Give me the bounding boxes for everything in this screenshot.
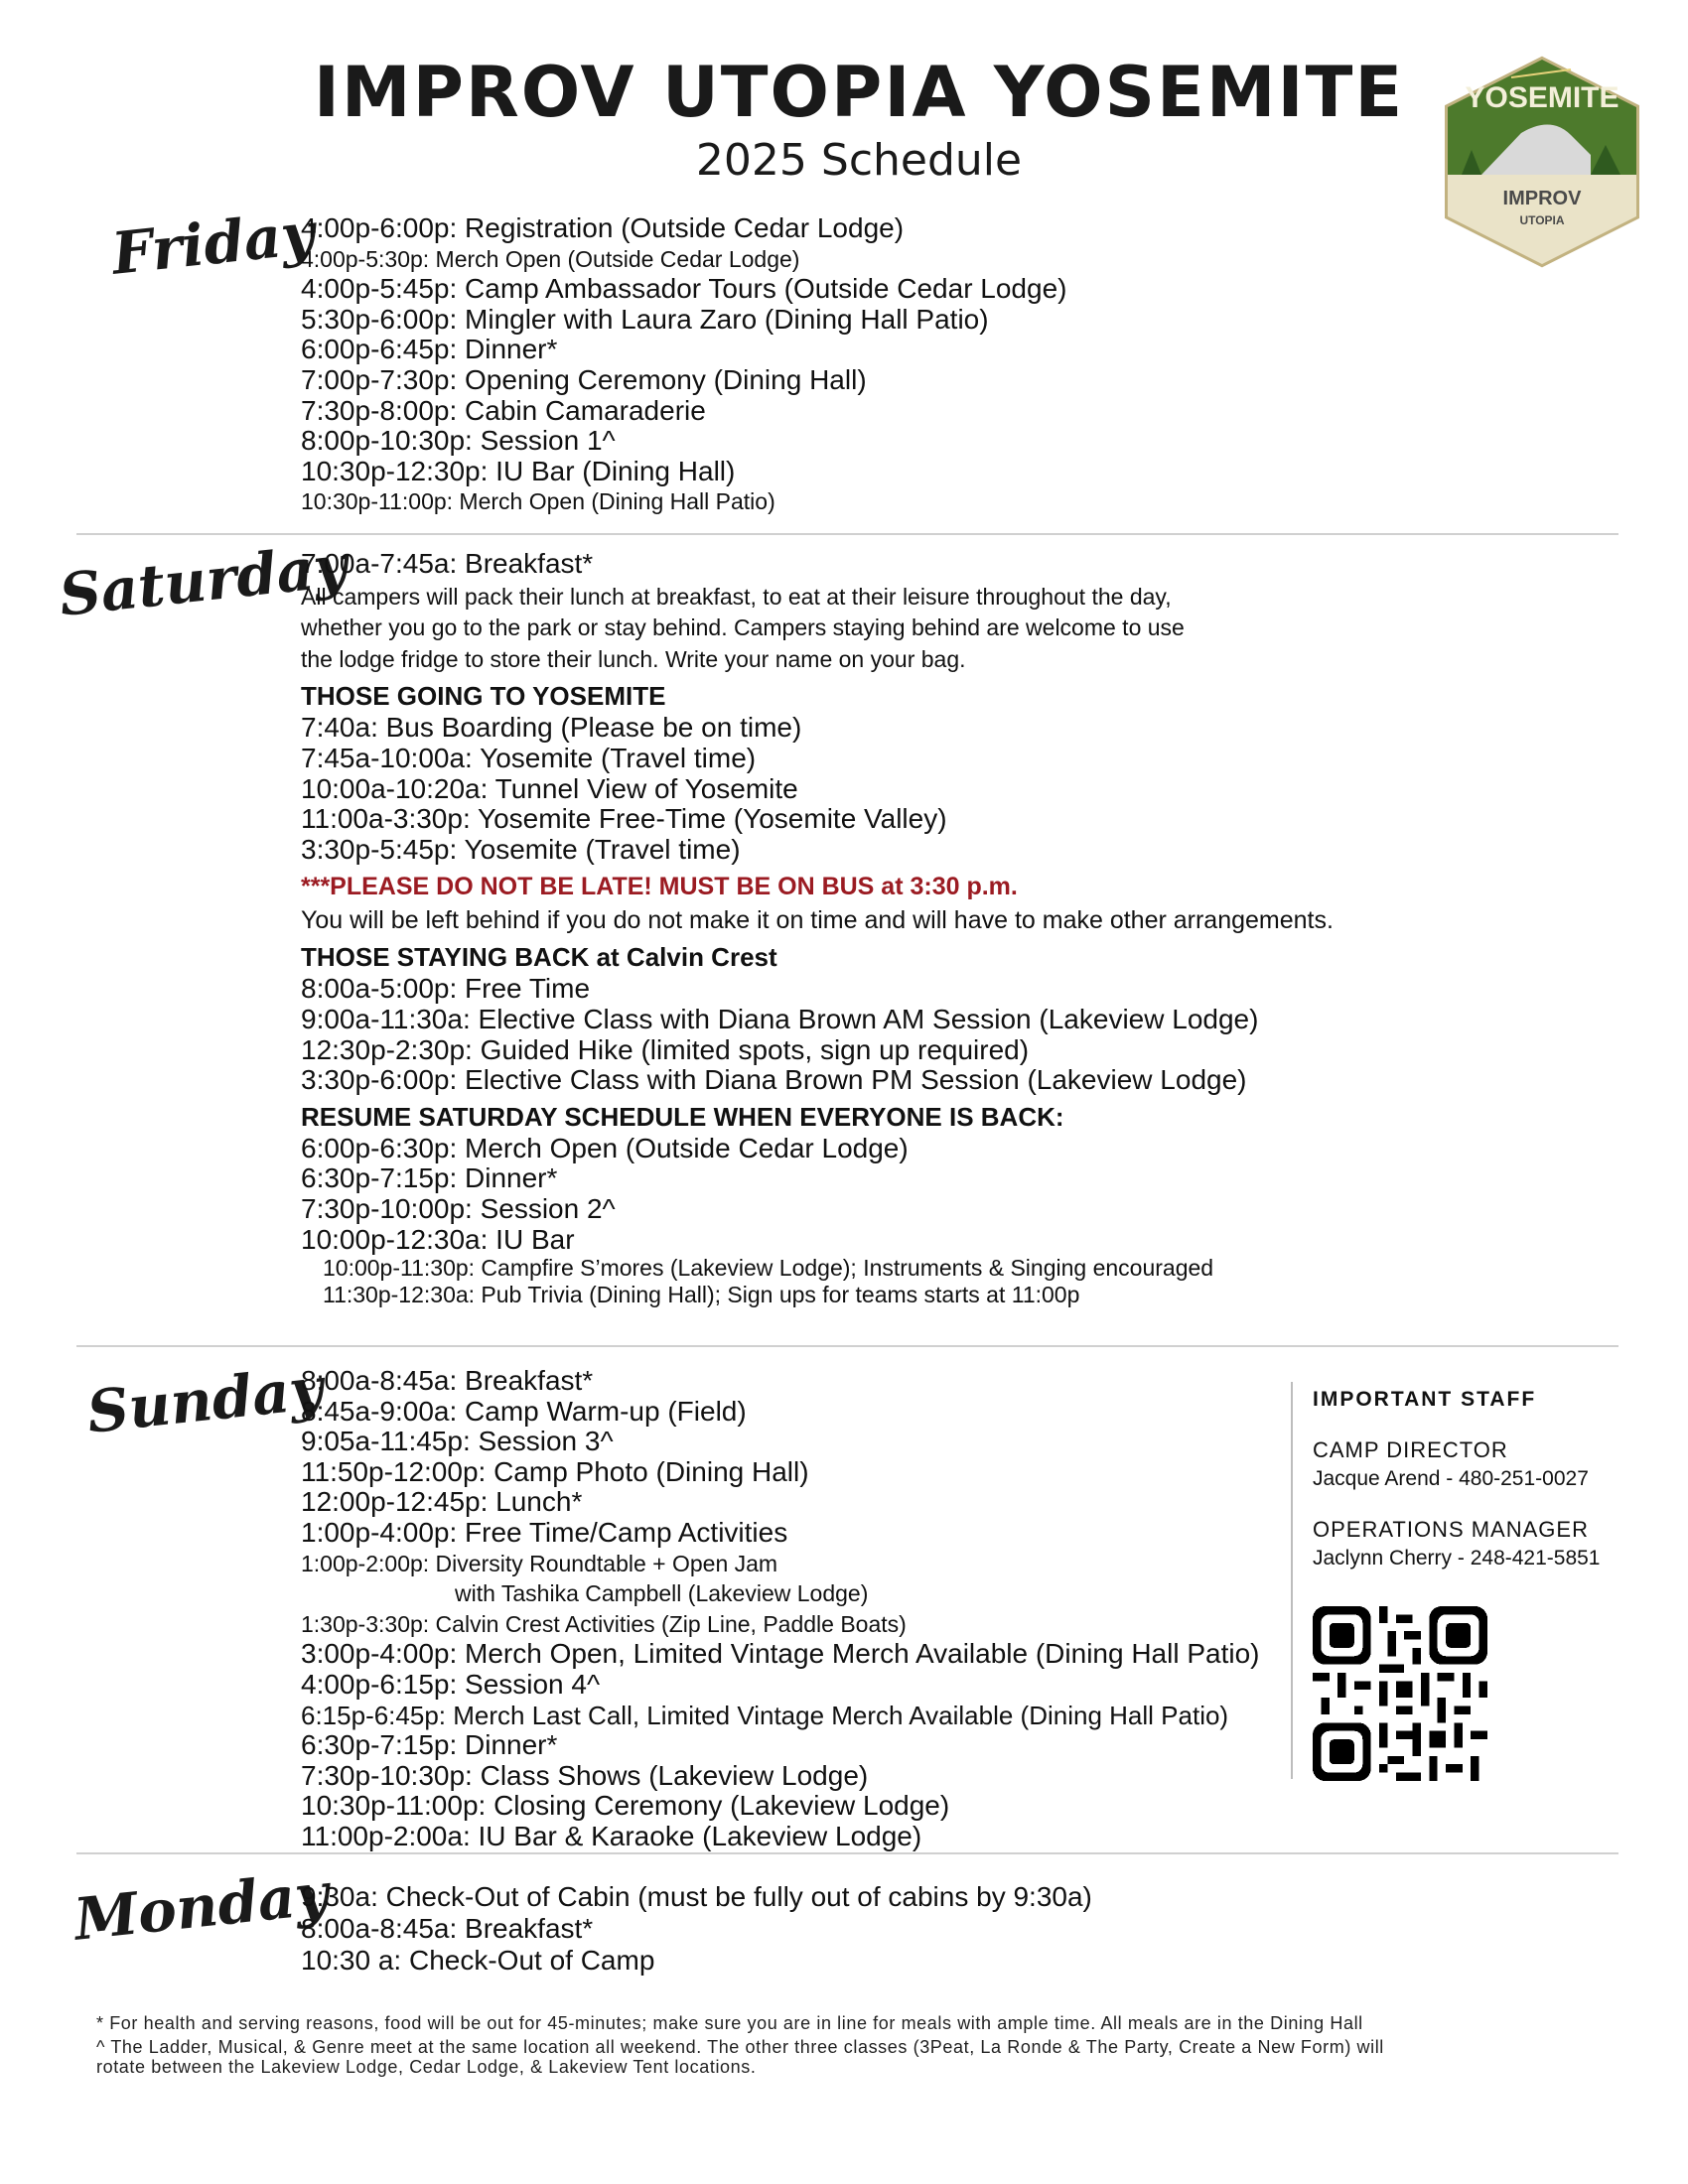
- list-item: 3:00p-4:00p: Merch Open, Limited Vintage Merch Available (Dining Hall Patio): [301, 1638, 1260, 1670]
- list-item: 6:00p-6:45p: Dinner*: [301, 334, 558, 365]
- saturday-schedule: [301, 549, 1334, 1308]
- day-label-monday: Monday: [70, 1859, 333, 1954]
- going-heading: THOSE GOING TO YOSEMITE: [301, 681, 666, 712]
- day-label-saturday: Saturday: [56, 531, 351, 629]
- list-item: 6:15p-6:45p: Merch Last Call, Limited Vintage Merch Available (Dining Hall Patio): [301, 1700, 1229, 1730]
- friday-schedule: [301, 213, 1066, 517]
- director-contact: Jacque Arend - 480-251-0027: [1313, 1467, 1589, 1490]
- ops-role: OPERATIONS MANAGER: [1313, 1517, 1589, 1542]
- lunch-note: All campers will pack their lunch at breakfast, to eat at their leisure throughout the day, whether you go to the park or stay behind. Campers staying behind are welcome to use the lodge fridge to store their lunch. Write your name on your bag.: [301, 583, 1185, 672]
- resume-heading: RESUME SATURDAY SCHEDULE WHEN EVERYONE IS BACK:: [301, 1101, 1064, 1132]
- list-item: 10:30p-11:00p: Closing Ceremony (Lakeview Lodge): [301, 1790, 950, 1822]
- list-item: 10:30 a: Check-Out of Camp: [301, 1945, 655, 1976]
- list-item: 5:30p-6:00p: Mingler with Laura Zaro (Dining Hall Patio): [301, 303, 989, 335]
- page-subtitle: 2025 Schedule: [695, 135, 1023, 186]
- svg-text:YOSEMITE: YOSEMITE: [1465, 81, 1619, 114]
- list-item: 6:00p-6:30p: Merch Open (Outside Cedar Lodge): [301, 1132, 909, 1163]
- list-item: 11:30p-12:30a: Pub Trivia (Dining Hall); Sign ups for teams starts at 11:00p: [323, 1282, 1080, 1308]
- day-label-friday: Friday: [108, 199, 319, 288]
- bus-warning: ***PLEASE DO NOT BE LATE! MUST BE ON BUS at 3:30 p.m.: [301, 873, 1018, 901]
- sunday-schedule: [301, 1366, 1260, 1852]
- list-item: 7:30p-8:00p: Cabin Camaraderie: [301, 394, 706, 426]
- classes-footnote: ^ The Ladder, Musical, & Genre meet at the same location all weekend. The other three classes (3Peat, La Ronde & The Party, Create a New Form) will rotate between the Lakeview Lodge, Cedar Lodge, & Lakeview Tent locations.: [96, 2037, 1384, 2077]
- list-item: 10:00p-11:30p: Campfire S’mores (Lakeview Lodge); Instruments & Singing encouraged: [323, 1255, 1214, 1282]
- day-label-sunday: Sunday: [83, 1354, 327, 1446]
- section-divider: [76, 1345, 1618, 1347]
- list-item: 7:30p-10:00p: Session 2^: [301, 1192, 616, 1224]
- list-item: 11:00p-2:00a: IU Bar & Karaoke (Lakeview Lodge): [301, 1820, 922, 1851]
- director-role: CAMP DIRECTOR: [1313, 1437, 1508, 1462]
- important-staff-panel: [1291, 1382, 1658, 1779]
- list-item: 7:00a-7:45a: Breakfast*: [301, 548, 594, 579]
- list-item: 8:45a-9:00a: Camp Warm-up (Field): [301, 1395, 747, 1427]
- list-item: 7:45a-10:00a: Yosemite (Travel time): [301, 742, 757, 773]
- list-item: 12:30p-2:30p: Guided Hike (limited spots, sign up required): [301, 1033, 1030, 1065]
- svg-text:IMPROV: IMPROV: [1502, 188, 1582, 209]
- list-item: 4:00p-5:45p: Camp Ambassador Tours (Outside Cedar Lodge): [301, 273, 1067, 305]
- list-item: 6:30p-7:15p: Dinner*: [301, 1162, 558, 1194]
- list-item: 1:00p-4:00p: Free Time/Camp Activities: [301, 1516, 788, 1548]
- list-item: 7:00p-7:30p: Opening Ceremony (Dining Hall): [301, 363, 867, 395]
- warning-note: You will be left behind if you do not make it on time and will have to make other arrangements.: [301, 906, 1334, 935]
- list-item: 10:30p-12:30p: IU Bar (Dining Hall): [301, 455, 736, 486]
- list-item: 9:05a-11:45p: Session 3^: [301, 1426, 614, 1457]
- list-item: 11:50p-12:00p: Camp Photo (Dining Hall): [301, 1455, 809, 1487]
- list-item: 10:30p-11:00p: Merch Open (Dining Hall Patio): [301, 488, 775, 515]
- meals-footnote: * For health and serving reasons, food will be out for 45-minutes; make sure you are in line for meals with ample time. All meals are in the Dining Hall: [96, 2013, 1363, 2033]
- staying-heading: THOSE STAYING BACK at Calvin Crest: [301, 942, 777, 973]
- list-item: 3:30p-5:45p: Yosemite (Travel time): [301, 833, 741, 865]
- list-item: 9:00a-11:30a: Elective Class with Diana Brown AM Session (Lakeview Lodge): [301, 1003, 1259, 1034]
- page-title: IMPROV UTOPIA YOSEMITE: [313, 52, 1405, 133]
- list-item: 1:30p-3:30p: Calvin Crest Activities (Zip Line, Paddle Boats): [301, 1610, 907, 1637]
- list-item: 10:00p-12:30a: IU Bar: [301, 1223, 575, 1255]
- list-item: 4:00p-6:15p: Session 4^: [301, 1668, 601, 1700]
- list-item: 7:40a: Bus Boarding (Please be on time): [301, 712, 802, 744]
- list-item: with Tashika Campbell (Lakeview Lodge): [455, 1580, 869, 1607]
- svg-text:UTOPIA: UTOPIA: [1519, 213, 1565, 227]
- monday-schedule: [301, 1881, 1092, 1977]
- list-item: 1:00p-2:00p: Diversity Roundtable + Open Jam: [301, 1550, 778, 1576]
- list-item: 10:00a-10:20a: Tunnel View of Yosemite: [301, 772, 798, 804]
- section-divider: [76, 1852, 1618, 1854]
- list-item: 8:00a-8:45a: Breakfast*: [301, 1913, 594, 1944]
- list-item: 3:30p-6:00p: Elective Class with Diana Brown PM Session (Lakeview Lodge): [301, 1064, 1247, 1096]
- list-item: 8:00a-8:45a: Breakfast*: [301, 1365, 594, 1396]
- list-item: 4:00p-6:00p: Registration (Outside Cedar Lodge): [301, 212, 905, 243]
- list-item: 8:00a-5:00p: Free Time: [301, 973, 591, 1005]
- list-item: 11:00a-3:30p: Yosemite Free-Time (Yosemite Valley): [301, 803, 947, 835]
- list-item: 7:30p-10:30p: Class Shows (Lakeview Lodge): [301, 1759, 869, 1791]
- yosemite-badge-logo: [1442, 56, 1642, 268]
- list-item: 8:00p-10:30p: Session 1^: [301, 425, 616, 457]
- footnotes: [96, 2013, 1625, 2081]
- staff-heading: IMPORTANT STAFF: [1313, 1388, 1537, 1411]
- ops-contact: Jaclynn Cherry - 248-421-5851: [1313, 1547, 1601, 1570]
- list-item: 9:30a: Check-Out of Cabin (must be fully out of cabins by 9:30a): [301, 1881, 1092, 1912]
- list-item: 12:00p-12:45p: Lunch*: [301, 1486, 583, 1518]
- list-item: 4:00p-5:30p: Merch Open (Outside Cedar Lodge): [301, 245, 800, 272]
- list-item: 6:30p-7:15p: Dinner*: [301, 1729, 558, 1761]
- qr-code[interactable]: [1313, 1606, 1487, 1781]
